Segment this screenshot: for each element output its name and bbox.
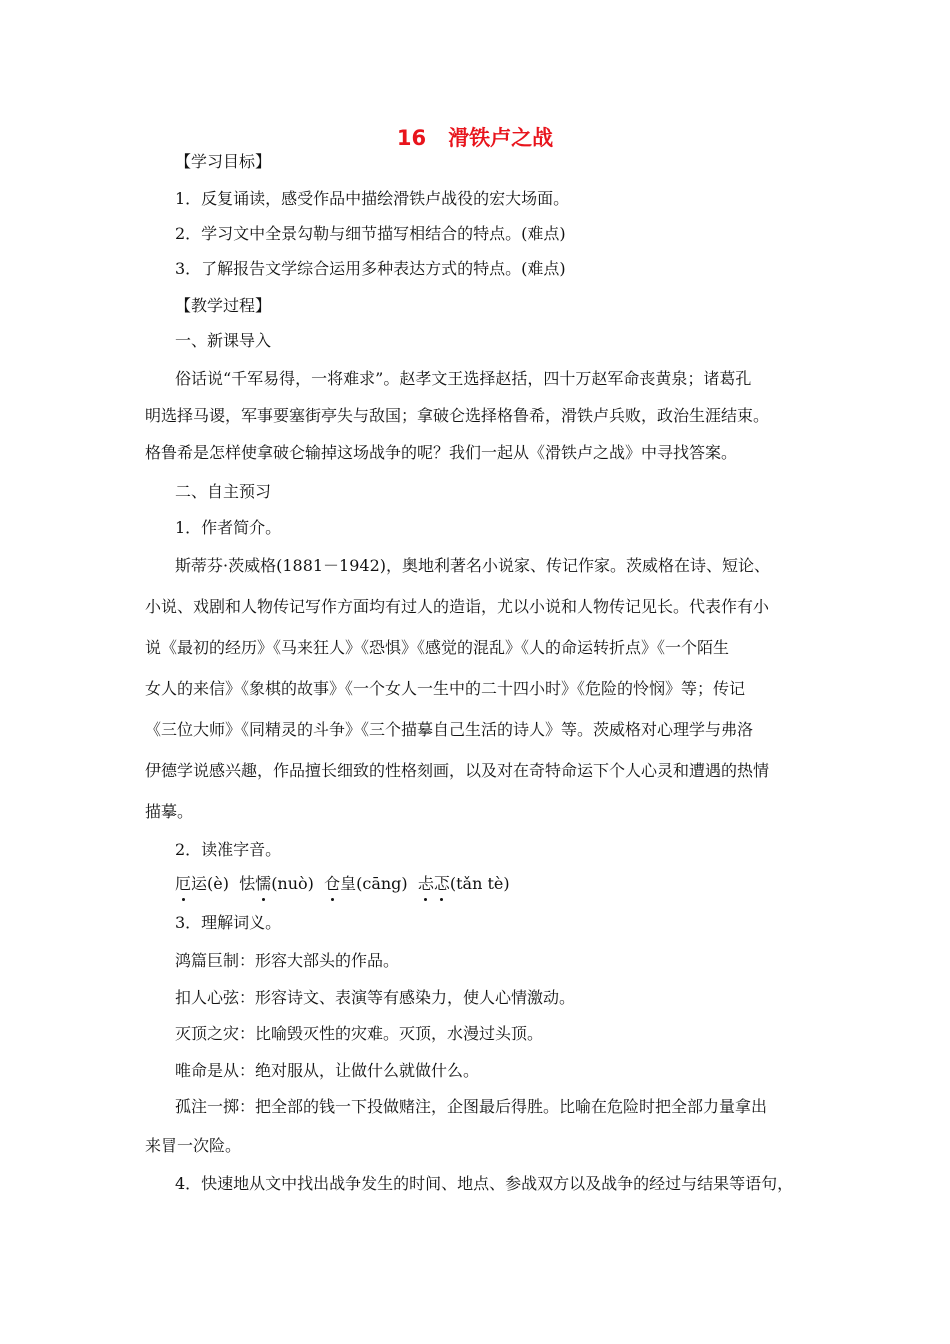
author-line-7: 描摹。 bbox=[145, 802, 194, 821]
author-line-4: 女人的来信》《象棋的故事》《一个女人一生中的二十四小时》《危险的怜悯》等；传记 bbox=[145, 679, 746, 698]
author-line-5: 《三位大师》《同精灵的斗争》《三个描摹自己生活的诗人》等。茨威格对心理学与弗洛 bbox=[145, 720, 754, 739]
lesson-title: 滑铁卢之战 bbox=[448, 126, 554, 150]
vocab-item-1: 鸿篇巨制：形容大部头的作品。 bbox=[175, 951, 400, 970]
dotted-char: 懦 bbox=[255, 872, 271, 896]
word-canghuang: 仓皇(cāng) bbox=[324, 874, 408, 893]
dotted-char: 忐 bbox=[418, 872, 434, 896]
intro-line-2: 明选择马谡，军事要塞街亭失与敌国；拿破仑选择格鲁希，滑铁卢兵败，政治生涯结束。 bbox=[145, 406, 770, 425]
process-heading: 【教学过程】 bbox=[175, 296, 272, 315]
vocab-item-3: 灭顶之灾：比喻毁灭性的灾难。灭顶，水漫过头顶。 bbox=[175, 1024, 544, 1043]
vocab-item-4: 唯命是从：绝对服从，让做什么就做什么。 bbox=[175, 1061, 480, 1080]
page-title bbox=[0, 124, 950, 152]
intro-line-3: 格鲁希是怎样使拿破仑输掉这场战争的呢？我们一起从《滑铁卢之战》中寻找答案。 bbox=[145, 443, 738, 462]
word-eyun: 厄运(è) bbox=[175, 874, 229, 893]
pronunciation-line bbox=[175, 872, 510, 896]
word-tante: 忐忑(tǎn tè) bbox=[418, 874, 510, 893]
vocab-heading: 3．理解词义。 bbox=[175, 913, 282, 932]
dotted-char: 忑 bbox=[434, 872, 450, 896]
vocab-item-2: 扣人心弦：形容诗文、表演等有感染力，使人心情激动。 bbox=[175, 988, 576, 1007]
vocab-item-5-line-2: 来冒一次险。 bbox=[145, 1136, 242, 1155]
author-line-1: 斯蒂芬·茨威格(1881－1942)，奥地利著名小说家、传记作家。茨威格在诗、短论、 bbox=[175, 556, 771, 575]
author-line-2: 小说、戏剧和人物传记写作方面均有过人的造诣，尤以小说和人物传记见长。代表作有小 bbox=[145, 597, 770, 616]
objectives-heading: 【学习目标】 bbox=[175, 152, 272, 171]
word-qienuo: 怯懦(nuò) bbox=[239, 874, 314, 893]
section-intro-heading: 一、新课导入 bbox=[175, 331, 272, 350]
dotted-char: 仓 bbox=[324, 872, 340, 896]
pronunciation-heading: 2．读准字音。 bbox=[175, 840, 282, 859]
author-line-3: 说《最初的经历》《马来狂人》《恐惧》《感觉的混乱》《人的命运转折点》《一个陌生 bbox=[145, 638, 730, 657]
task-4: 4．快速地从文中找出战争发生的时间、地点、参战双方以及战争的经过与结果等语句， bbox=[175, 1174, 794, 1193]
lesson-number: 16 bbox=[396, 126, 427, 150]
objective-item-2: 2．学习文中全景勾勒与细节描写相结合的特点。(难点) bbox=[175, 224, 566, 243]
author-heading: 1．作者简介。 bbox=[175, 518, 282, 537]
author-line-6: 伊德学说感兴趣，作品擅长细致的性格刻画，以及对在奇特命运下个人心灵和遭遇的热情 bbox=[145, 761, 770, 780]
objective-item-3: 3．了解报告文学综合运用多种表达方式的特点。(难点) bbox=[175, 259, 566, 278]
dotted-char: 厄 bbox=[175, 872, 191, 896]
intro-line-1: 俗话说“千军易得，一将难求”。赵孝文王选择赵括，四十万赵军命丧黄泉；诸葛孔 bbox=[175, 369, 752, 388]
objective-item-1: 1．反复诵读，感受作品中描绘滑铁卢战役的宏大场面。 bbox=[175, 189, 570, 208]
vocab-item-5-line-1: 孤注一掷：把全部的钱一下投做赌注，企图最后得胜。比喻在危险时把全部力量拿出 bbox=[175, 1097, 768, 1116]
section-preview-heading: 二、自主预习 bbox=[175, 482, 272, 501]
